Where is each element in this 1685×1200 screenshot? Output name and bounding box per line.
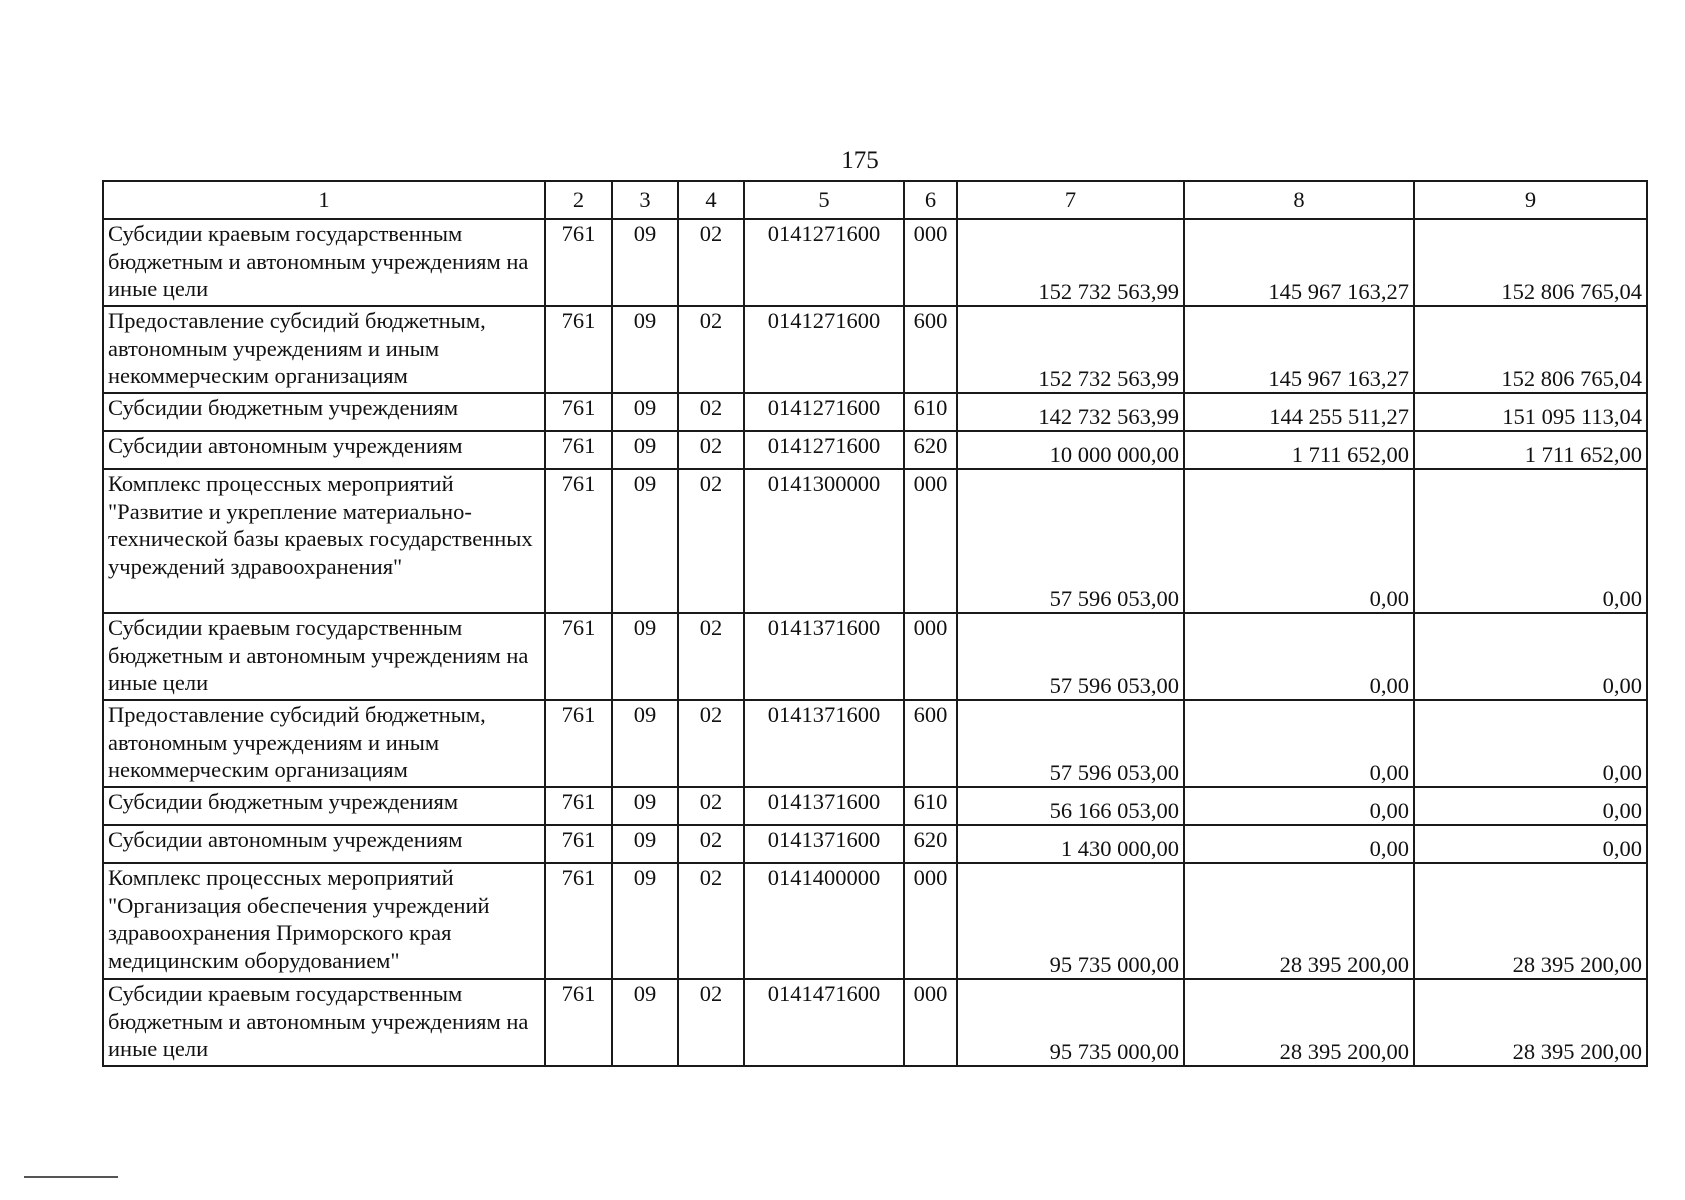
ministry-code: 761 [545, 979, 612, 1066]
subsection-code: 02 [678, 863, 744, 979]
subsection-code: 02 [678, 825, 744, 863]
subsection-code: 02 [678, 219, 744, 306]
target-article-code: 0141471600 [744, 979, 904, 1066]
expense-type-code: 000 [904, 469, 957, 613]
target-article-code: 0141300000 [744, 469, 904, 613]
amount-col-7: 57 596 053,00 [957, 700, 1184, 787]
amount-col-9: 152 806 765,04 [1414, 306, 1647, 393]
section-code: 09 [612, 219, 678, 306]
amount-col-8: 0,00 [1184, 613, 1414, 700]
amount-col-9: 0,00 [1414, 613, 1647, 700]
expense-name: Комплекс процессных мероприятий "Организация обеспечения учреждений здравоохранения Приморского края медицинским оборудованием" [103, 863, 545, 979]
scan-mark-line [24, 1176, 118, 1178]
subsection-code: 02 [678, 393, 744, 431]
ministry-code: 761 [545, 219, 612, 306]
expense-name: Предоставление субсидий бюджетным, автономным учреждениям и иным некоммерческим организациям [103, 306, 545, 393]
target-article-code: 0141271600 [744, 219, 904, 306]
column-header-8: 8 [1184, 181, 1414, 219]
ministry-code: 761 [545, 431, 612, 469]
target-article-code: 0141271600 [744, 393, 904, 431]
section-code: 09 [612, 863, 678, 979]
target-article-code: 0141371600 [744, 825, 904, 863]
amount-col-8: 0,00 [1184, 469, 1414, 613]
expense-type-code: 600 [904, 306, 957, 393]
column-header-1: 1 [103, 181, 545, 219]
section-code: 09 [612, 431, 678, 469]
table-row [103, 787, 1647, 825]
expense-type-code: 000 [904, 613, 957, 700]
amount-col-9: 0,00 [1414, 469, 1647, 613]
amount-col-8: 144 255 511,27 [1184, 393, 1414, 431]
target-article-code: 0141371600 [744, 787, 904, 825]
column-header-2: 2 [545, 181, 612, 219]
target-article-code: 0141371600 [744, 613, 904, 700]
ministry-code: 761 [545, 306, 612, 393]
target-article-code: 0141271600 [744, 306, 904, 393]
column-header-4: 4 [678, 181, 744, 219]
ministry-code: 761 [545, 393, 612, 431]
target-article-code: 0141371600 [744, 700, 904, 787]
amount-col-7: 142 732 563,99 [957, 393, 1184, 431]
amount-col-7: 57 596 053,00 [957, 613, 1184, 700]
subsection-code: 02 [678, 469, 744, 613]
amount-col-8: 145 967 163,27 [1184, 306, 1414, 393]
amount-col-7: 152 732 563,99 [957, 306, 1184, 393]
amount-col-9: 0,00 [1414, 825, 1647, 863]
expense-name: Субсидии автономным учреждениям [103, 825, 545, 863]
expense-type-code: 620 [904, 431, 957, 469]
section-code: 09 [612, 613, 678, 700]
subsection-code: 02 [678, 787, 744, 825]
ministry-code: 761 [545, 700, 612, 787]
expense-name: Субсидии автономным учреждениям [103, 431, 545, 469]
amount-col-7: 152 732 563,99 [957, 219, 1184, 306]
amount-col-7: 57 596 053,00 [957, 469, 1184, 613]
amount-col-8: 0,00 [1184, 700, 1414, 787]
table-row [103, 306, 1647, 393]
column-number-row [103, 181, 1647, 219]
section-code: 09 [612, 787, 678, 825]
table-row [103, 393, 1647, 431]
amount-col-7: 95 735 000,00 [957, 863, 1184, 979]
amount-col-9: 28 395 200,00 [1414, 979, 1647, 1066]
table-header [103, 181, 1647, 219]
expense-type-code: 620 [904, 825, 957, 863]
amount-col-7: 1 430 000,00 [957, 825, 1184, 863]
column-header-7: 7 [957, 181, 1184, 219]
section-code: 09 [612, 825, 678, 863]
ministry-code: 761 [545, 825, 612, 863]
expense-type-code: 610 [904, 393, 957, 431]
subsection-code: 02 [678, 613, 744, 700]
amount-col-9: 0,00 [1414, 787, 1647, 825]
expense-name: Предоставление субсидий бюджетным, автономным учреждениям и иным некоммерческим организациям [103, 700, 545, 787]
ministry-code: 761 [545, 787, 612, 825]
expense-name: Субсидии краевым государственным бюджетным и автономным учреждениям на иные цели [103, 613, 545, 700]
amount-col-9: 0,00 [1414, 700, 1647, 787]
table-row [103, 825, 1647, 863]
amount-col-8: 1 711 652,00 [1184, 431, 1414, 469]
ministry-code: 761 [545, 469, 612, 613]
section-code: 09 [612, 979, 678, 1066]
expense-type-code: 000 [904, 979, 957, 1066]
table-row [103, 700, 1647, 787]
amount-col-7: 56 166 053,00 [957, 787, 1184, 825]
column-header-3: 3 [612, 181, 678, 219]
subsection-code: 02 [678, 306, 744, 393]
budget-table [102, 180, 1648, 1067]
expense-name: Субсидии краевым государственным бюджетным и автономным учреждениям на иные цели [103, 979, 545, 1066]
section-code: 09 [612, 700, 678, 787]
ministry-code: 761 [545, 863, 612, 979]
expense-name: Субсидии краевым государственным бюджетным и автономным учреждениям на иные цели [103, 219, 545, 306]
amount-col-8: 28 395 200,00 [1184, 979, 1414, 1066]
amount-col-8: 0,00 [1184, 787, 1414, 825]
amount-col-7: 95 735 000,00 [957, 979, 1184, 1066]
expense-type-code: 610 [904, 787, 957, 825]
expense-type-code: 600 [904, 700, 957, 787]
target-article-code: 0141271600 [744, 431, 904, 469]
amount-col-8: 145 967 163,27 [1184, 219, 1414, 306]
amount-col-9: 1 711 652,00 [1414, 431, 1647, 469]
expense-name: Комплекс процессных мероприятий "Развитие и укрепление материально-технической базы краевых государственных учреждений здравоохранения" [103, 469, 545, 613]
expense-type-code: 000 [904, 863, 957, 979]
column-header-6: 6 [904, 181, 957, 219]
amount-col-9: 152 806 765,04 [1414, 219, 1647, 306]
ministry-code: 761 [545, 613, 612, 700]
expense-name: Субсидии бюджетным учреждениям [103, 787, 545, 825]
table-row [103, 979, 1647, 1066]
amount-col-9: 28 395 200,00 [1414, 863, 1647, 979]
target-article-code: 0141400000 [744, 863, 904, 979]
section-code: 09 [612, 393, 678, 431]
amount-col-8: 0,00 [1184, 825, 1414, 863]
amount-col-7: 10 000 000,00 [957, 431, 1184, 469]
subsection-code: 02 [678, 979, 744, 1066]
table-body [103, 219, 1647, 1066]
table-row [103, 863, 1647, 979]
expense-name: Субсидии бюджетным учреждениям [103, 393, 545, 431]
table-row [103, 219, 1647, 306]
table-row [103, 469, 1647, 613]
amount-col-9: 151 095 113,04 [1414, 393, 1647, 431]
section-code: 09 [612, 306, 678, 393]
subsection-code: 02 [678, 431, 744, 469]
subsection-code: 02 [678, 700, 744, 787]
amount-col-8: 28 395 200,00 [1184, 863, 1414, 979]
table-row [103, 613, 1647, 700]
expense-type-code: 000 [904, 219, 957, 306]
table-row [103, 431, 1647, 469]
column-header-5: 5 [744, 181, 904, 219]
column-header-9: 9 [1414, 181, 1647, 219]
page-number: 175 [841, 147, 879, 174]
section-code: 09 [612, 469, 678, 613]
